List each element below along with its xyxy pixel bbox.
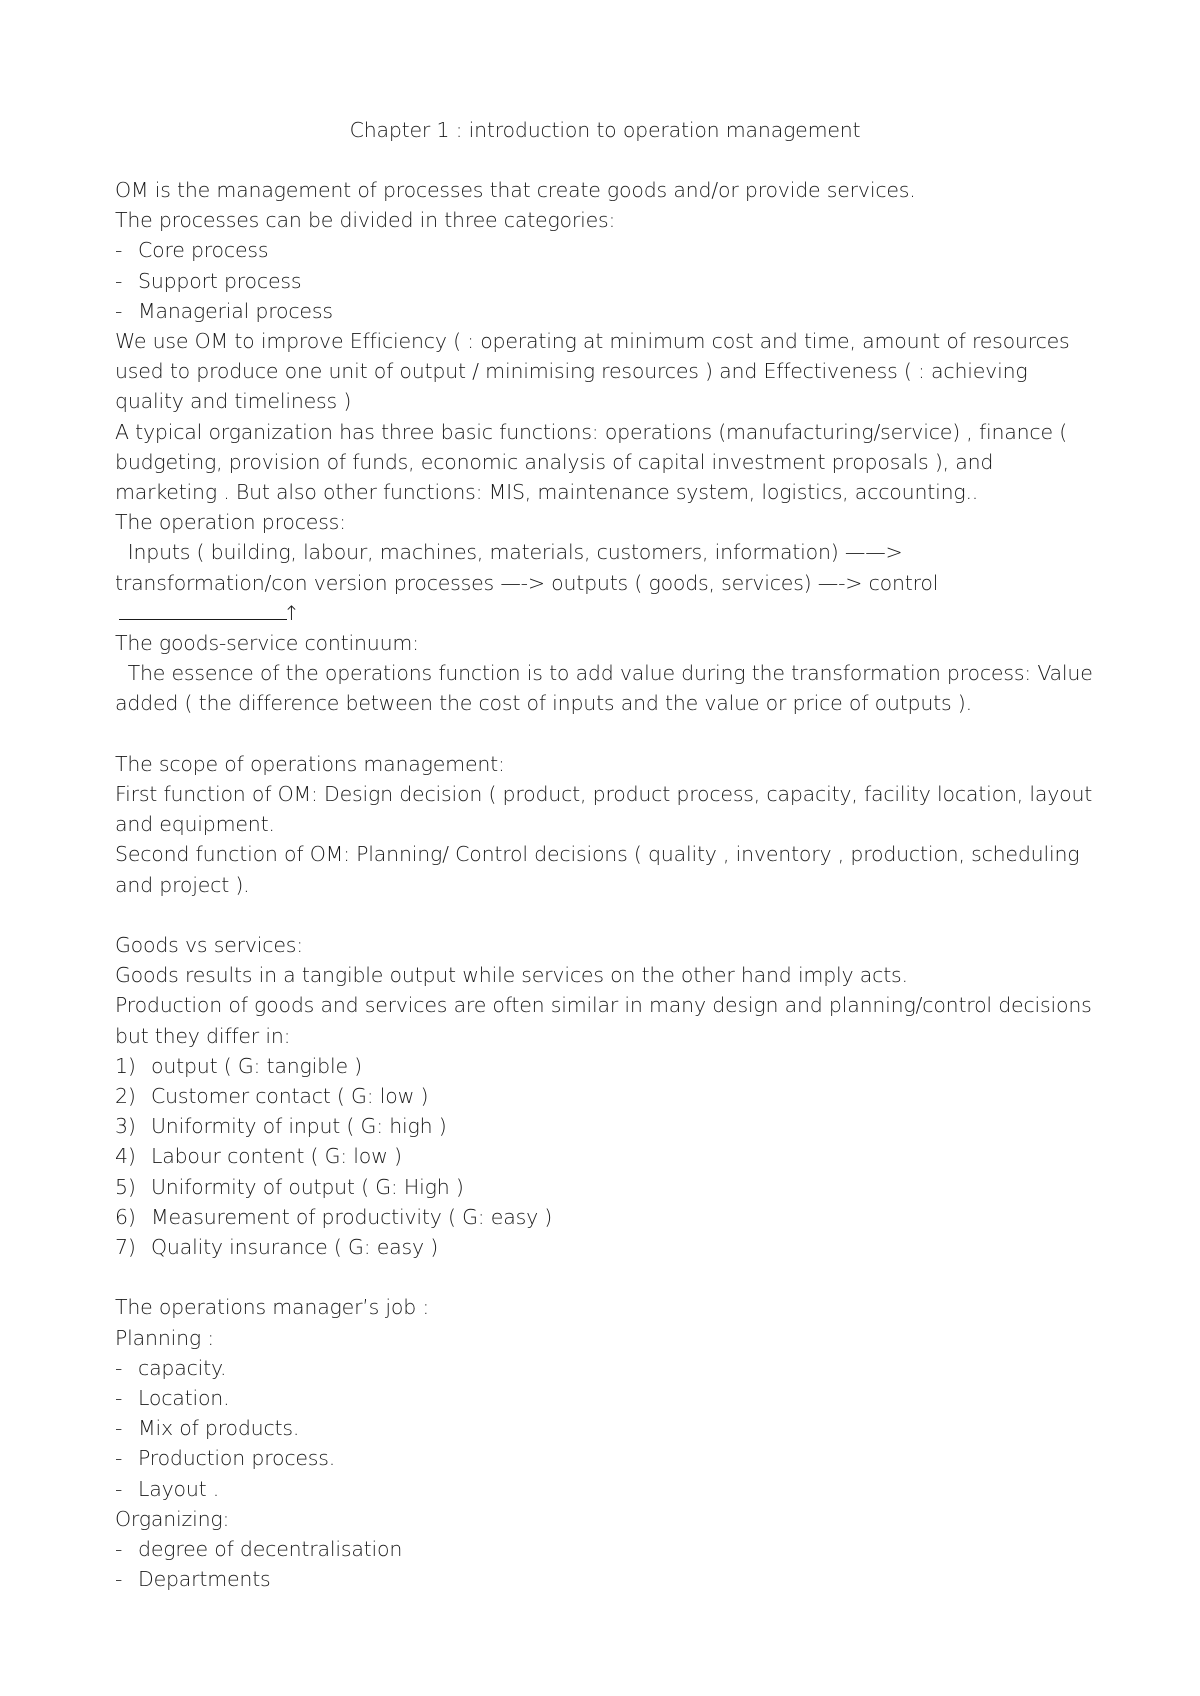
efficiency-paragraph: We use OM to improve Efficiency ( : operating at minimum cost and time, amount of resources used to produce one unit of output / minimising resources ) and Effectiveness ( : achieving quality and timeliness ) <box>115 329 1070 414</box>
list-item: 6) Measurement of productivity ( G: easy ) <box>115 1204 553 1229</box>
dash-marker: - <box>115 298 123 323</box>
list-item: 4) Labour content ( G: low ) <box>115 1144 402 1169</box>
organizing-list <box>115 1534 1095 1594</box>
list-item: 1) output ( G: tangible ) <box>115 1053 362 1078</box>
planning-list <box>115 1353 1095 1504</box>
document-body <box>115 115 1095 1595</box>
page-title: Chapter 1 : introduction to operation management <box>349 118 861 142</box>
intro-line-1: OM is the management of processes that create goods and/or provide services. <box>115 178 916 202</box>
list-item: 2) Customer contact ( G: low ) <box>115 1084 429 1109</box>
goods-line-1: Goods results in a tangible output while services on the other hand imply acts. <box>115 963 908 988</box>
list-item: 5) Uniformity of output ( G: High ) <box>115 1174 464 1199</box>
dash-marker: - <box>115 1355 123 1380</box>
scope-second-function: Second function of OM: Planning/ Control decisions ( quality , inventory , production, scheduling and project ). <box>115 842 1080 897</box>
dash-marker: - <box>115 1537 123 1562</box>
list-item: 3) Uniformity of input ( G: high ) <box>115 1114 447 1139</box>
list-item: - Departments <box>115 1564 1095 1594</box>
process-text: Inputs ( building, labour, machines, materials, customers, information) ——> transformation/con version processes —-> outputs ( goods, services) —-> control <box>115 540 939 595</box>
dash-marker: - <box>115 1416 123 1441</box>
intro-line-2: The processes can be divided in three categories: <box>115 208 616 233</box>
list-item: - degree of decentralisation <box>115 1534 1095 1564</box>
continuum-paragraph: The essence of the operations function is to add value during the transformation process: Value added ( the difference between the cost of inputs and the value or price of outputs ). <box>115 661 1093 716</box>
functions-paragraph: A typical organization has three basic functions: operations (manufacturing/service) , finance ( budgeting, provision of funds, economic analysis of capital investment proposals ), and marketing . But also other functions: MIS, maintenance system, logistics, accounting.. <box>115 419 1067 505</box>
dash-marker: - <box>115 1386 123 1411</box>
process-categories-list <box>115 235 1095 326</box>
goods-heading: Goods vs services: <box>115 933 303 958</box>
continuum-heading: The goods-service continuum: <box>115 631 419 656</box>
list-item: - Managerial process <box>115 296 1095 326</box>
list-item: - Core process <box>115 235 1095 265</box>
list-item: - Mix of products. <box>115 1413 1095 1443</box>
list-item: - Layout . <box>115 1474 1095 1504</box>
dash-marker: - <box>115 238 123 263</box>
list-item: 7) Quality insurance ( G: easy ) <box>115 1235 439 1260</box>
control-feedback-line <box>119 599 287 620</box>
job-heading: The operations manager’s job : <box>115 1295 430 1320</box>
list-item: - capacity. <box>115 1353 1095 1383</box>
scope-heading: The scope of operations management: <box>115 751 505 776</box>
organizing-label: Organizing: <box>115 1506 230 1531</box>
goods-line-2: Production of goods and services are often similar in many design and planning/control decisions but they differ in: <box>115 993 1092 1048</box>
list-item: - Support process <box>115 266 1095 296</box>
list-item: - Location. <box>115 1383 1095 1413</box>
dash-marker: - <box>115 1476 123 1501</box>
dash-marker: - <box>115 1446 123 1471</box>
process-heading: The operation process: <box>115 510 346 535</box>
dash-marker: - <box>115 268 123 293</box>
up-arrow-icon: ↑ <box>283 600 300 625</box>
process-line <box>115 537 1095 628</box>
planning-label: Planning : <box>115 1325 215 1350</box>
differences-list <box>115 1051 1095 1262</box>
list-item: - Production process. <box>115 1443 1095 1473</box>
scope-first-function: First function of OM: Design decision ( product, product process, capacity, facility location, layout and equipment. <box>115 782 1093 837</box>
dash-marker: - <box>115 1567 123 1592</box>
